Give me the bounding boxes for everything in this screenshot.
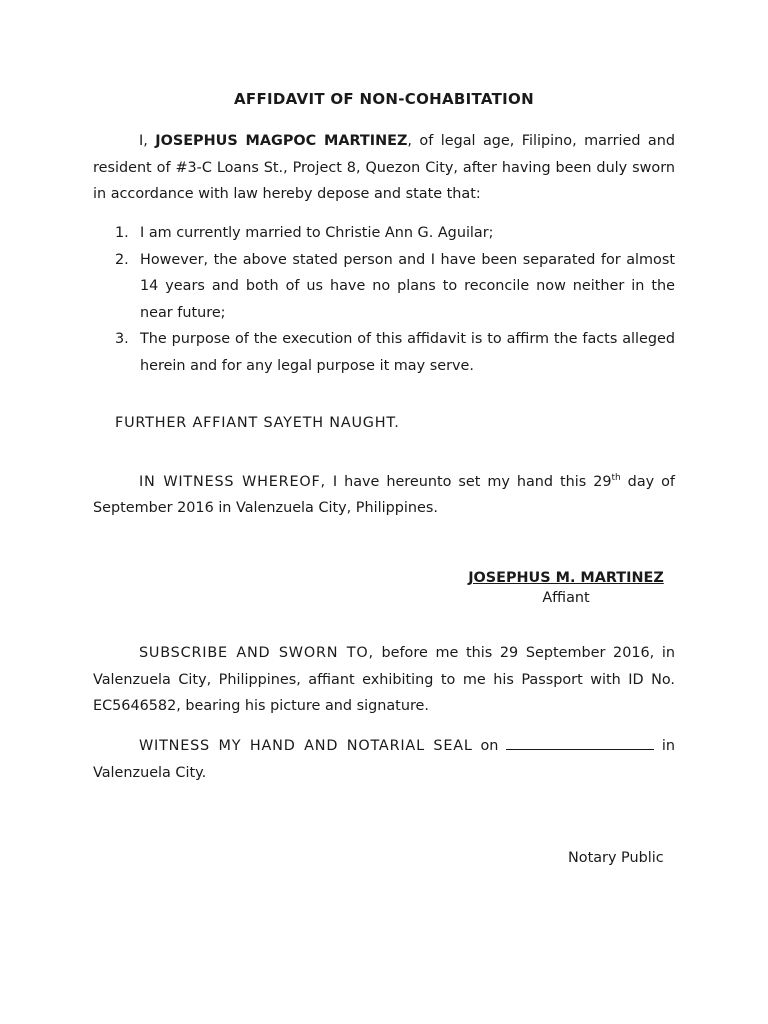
notarial-paragraph (93, 733, 675, 786)
witness-paragraph (93, 465, 675, 522)
intro-prefix: I, (139, 133, 156, 149)
statement-list (93, 220, 675, 379)
list-item-number: 2. (115, 251, 129, 268)
notarial-lead: WITNESS MY HAND AND NOTARIAL SEAL (139, 738, 473, 754)
subscribe-lead: SUBSCRIBE AND SWORN TO, (139, 645, 374, 661)
list-item-text: I am currently married to Christie Ann G. Aguilar; (140, 225, 494, 241)
list-item (93, 220, 675, 247)
list-item (93, 326, 675, 379)
ordinal-suffix: th (611, 473, 621, 483)
list-item (93, 247, 675, 327)
intro-paragraph (93, 128, 675, 208)
further-statement: FURTHER AFFIANT SAYETH NAUGHT. (115, 415, 400, 431)
signature-name: JOSEPHUS M. MARTINEZ (468, 570, 664, 586)
signature-role: Affiant (542, 590, 590, 606)
subscribe-text: before me this 29 September 2016, in Valenzuela City, Philippines, affiant exhibiting to me his Passport with ID No. EC5646582, bearing his picture and signature. (93, 645, 675, 714)
notarial-after: in Valenzuela City. (93, 738, 676, 781)
witness-lead: IN WITNESS WHEREOF, (139, 473, 326, 490)
witness-text-end: day of September 2016 in Valenzuela City, Philippines. (93, 473, 675, 517)
list-item-number: 1. (115, 225, 129, 241)
list-item-number: 3. (115, 331, 129, 347)
notary-public-label: Notary Public (568, 850, 664, 866)
list-item-text: However, the above stated person and I have been separated for almost 14 years and both of us have no plans to reconcile now neither in the near future; (140, 251, 675, 321)
affiant-full-name: JOSEPHUS MAGPOC MARTINEZ (155, 133, 408, 149)
date-blank-line (506, 737, 654, 750)
witness-text: I have hereunto set my hand this 29 (325, 473, 612, 490)
intro-text: , of legal age, Filipino, married and resident of #3-C Loans St., Project 8, Quezon City, after having been duly sworn in accordance with law hereby depose and state that: (93, 133, 675, 202)
notarial-on: on (472, 738, 507, 754)
affiant-signature-block (440, 568, 692, 608)
subscribe-paragraph (93, 640, 675, 720)
document-title: AFFIDAVIT OF NON-COHABITATION (234, 90, 534, 108)
list-item-text: The purpose of the execution of this affidavit is to affirm the facts alleged herein and for any legal purpose it may serve. (140, 331, 675, 374)
